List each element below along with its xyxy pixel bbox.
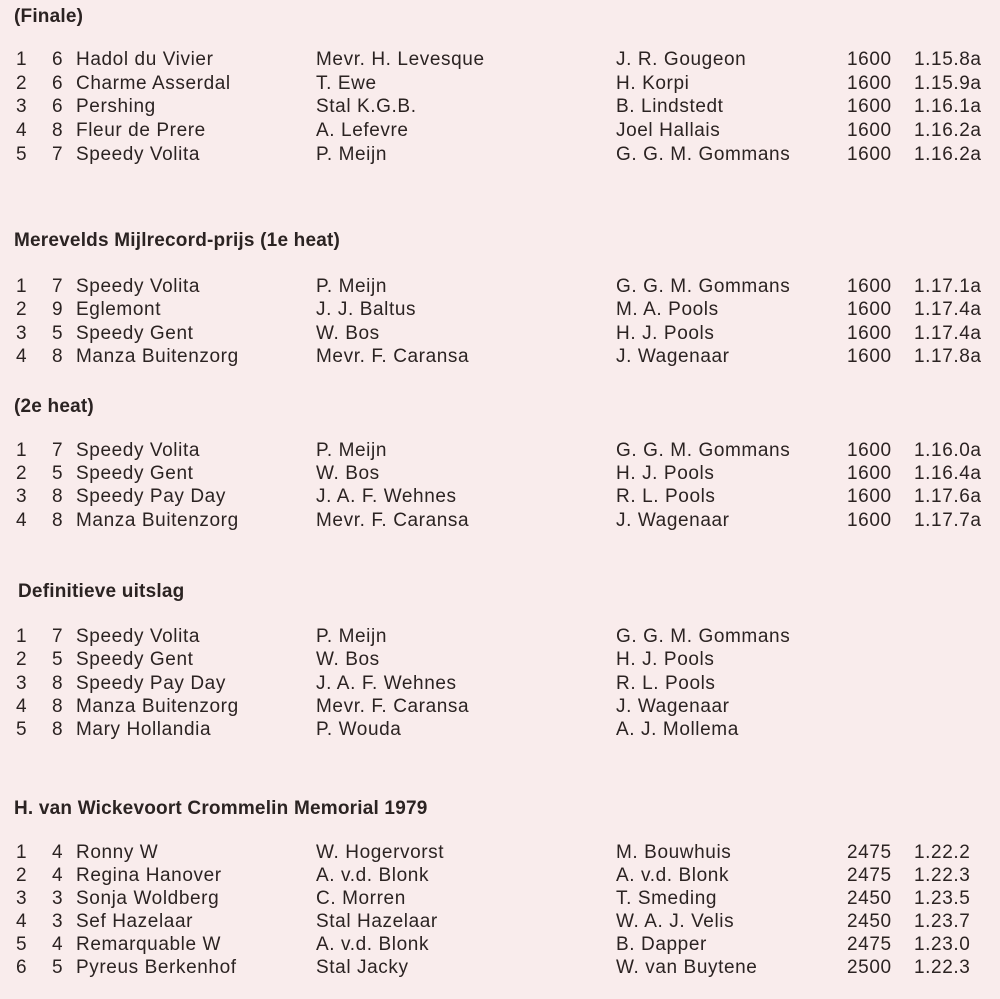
time: 1.16.2a [914,120,982,141]
position: 4 [16,911,28,932]
driver-name: M. Bouwhuis [616,842,732,863]
time: 1.17.4a [914,299,982,320]
result-row [0,95,1000,119]
driver-name: J. Wagenaar [616,346,730,367]
horse-name: Speedy Gent [76,649,194,670]
result-row [0,625,1000,649]
result-row [0,509,1000,533]
start-number: 4 [52,842,64,863]
position: 2 [16,865,28,886]
section-heading: Definitieve uitslag [18,581,185,602]
time: 1.17.4a [914,323,982,344]
start-number: 6 [52,96,64,117]
owner-name: A. v.d. Blonk [316,934,430,955]
horse-name: Speedy Pay Day [76,673,226,694]
position: 4 [16,120,28,141]
driver-name: H. J. Pools [616,323,715,344]
owner-name: P. Meijn [316,440,387,461]
driver-name: J. R. Gougeon [616,49,747,70]
driver-name: W. van Buytene [616,957,758,978]
driver-name: J. Wagenaar [616,696,730,717]
owner-name: Stal Hazelaar [316,911,438,932]
result-row [0,933,1000,957]
start-number: 8 [52,696,64,717]
driver-name: B. Lindstedt [616,96,724,117]
distance: 2475 [847,865,892,886]
start-number: 5 [52,463,64,484]
driver-name: H. J. Pools [616,463,715,484]
driver-name: R. L. Pools [616,486,716,507]
owner-name: Mevr. F. Caransa [316,346,470,367]
distance: 2500 [847,957,892,978]
time: 1.16.4a [914,463,982,484]
section-heading: H. van Wickevoort Crommelin Memorial 1979 [14,798,428,819]
position: 1 [16,49,28,70]
distance: 1600 [847,73,892,94]
result-row [0,345,1000,369]
position: 3 [16,323,28,344]
time: 1.17.8a [914,346,982,367]
owner-name: Mevr. F. Caransa [316,510,470,531]
position: 2 [16,73,28,94]
start-number: 5 [52,649,64,670]
start-number: 8 [52,510,64,531]
position: 3 [16,673,28,694]
horse-name: Manza Buitenzorg [76,510,239,531]
position: 5 [16,144,28,165]
owner-name: W. Bos [316,463,380,484]
position: 4 [16,346,28,367]
result-row [0,462,1000,486]
distance: 1600 [847,299,892,320]
distance: 2475 [847,934,892,955]
start-number: 8 [52,486,64,507]
driver-name: T. Smeding [616,888,718,909]
owner-name: A. Lefevre [316,120,409,141]
position: 1 [16,626,28,647]
result-row [0,439,1000,463]
time: 1.16.2a [914,144,982,165]
start-number: 7 [52,276,64,297]
result-row [0,887,1000,911]
distance: 2450 [847,911,892,932]
distance: 1600 [847,120,892,141]
start-number: 7 [52,626,64,647]
section-heading: Merevelds Mijlrecord-prijs (1e heat) [14,230,341,251]
driver-name: A. J. Mollema [616,719,739,740]
owner-name: W. Bos [316,649,380,670]
owner-name: P. Meijn [316,626,387,647]
time: 1.22.3 [914,957,971,978]
position: 5 [16,719,28,740]
distance: 1600 [847,49,892,70]
position: 6 [16,957,28,978]
driver-name: H. Korpi [616,73,690,94]
time: 1.15.8a [914,49,982,70]
result-row [0,718,1000,742]
owner-name: A. v.d. Blonk [316,865,430,886]
horse-name: Speedy Volita [76,440,200,461]
horse-name: Remarquable W [76,934,222,955]
start-number: 9 [52,299,64,320]
position: 2 [16,649,28,670]
owner-name: T. Ewe [316,73,377,94]
distance: 1600 [847,463,892,484]
distance: 1600 [847,144,892,165]
start-number: 3 [52,888,64,909]
driver-name: J. Wagenaar [616,510,730,531]
distance: 2450 [847,888,892,909]
horse-name: Fleur de Prere [76,120,206,141]
driver-name: G. G. M. Gommans [616,144,791,165]
driver-name: A. v.d. Blonk [616,865,730,886]
result-row [0,48,1000,72]
distance: 1600 [847,323,892,344]
horse-name: Speedy Volita [76,276,200,297]
position: 3 [16,888,28,909]
owner-name: P. Meijn [316,144,387,165]
time: 1.16.0a [914,440,982,461]
distance: 1600 [847,486,892,507]
horse-name: Pershing [76,96,156,117]
start-number: 8 [52,346,64,367]
start-number: 5 [52,323,64,344]
driver-name: R. L. Pools [616,673,716,694]
start-number: 8 [52,120,64,141]
horse-name: Ronny W [76,842,159,863]
result-row [0,322,1000,346]
driver-name: W. A. J. Velis [616,911,735,932]
position: 2 [16,463,28,484]
position: 1 [16,440,28,461]
result-row [0,298,1000,322]
owner-name: Mevr. H. Levesque [316,49,485,70]
driver-name: B. Dapper [616,934,707,955]
result-row [0,119,1000,143]
result-row [0,672,1000,696]
start-number: 3 [52,911,64,932]
horse-name: Manza Buitenzorg [76,346,239,367]
section-heading: (Finale) [14,6,84,27]
owner-name: W. Hogervorst [316,842,445,863]
start-number: 7 [52,440,64,461]
time: 1.15.9a [914,73,982,94]
result-row [0,841,1000,865]
section-heading: (2e heat) [14,396,94,417]
horse-name: Speedy Gent [76,323,194,344]
start-number: 8 [52,719,64,740]
owner-name: Stal K.G.B. [316,96,417,117]
time: 1.17.1a [914,276,982,297]
owner-name: W. Bos [316,323,380,344]
result-row [0,143,1000,167]
distance: 1600 [847,510,892,531]
time: 1.23.5 [914,888,971,909]
start-number: 7 [52,144,64,165]
time: 1.23.7 [914,911,971,932]
position: 4 [16,696,28,717]
time: 1.23.0 [914,934,971,955]
horse-name: Sef Hazelaar [76,911,194,932]
horse-name: Speedy Volita [76,144,200,165]
start-number: 6 [52,49,64,70]
start-number: 5 [52,957,64,978]
owner-name: Stal Jacky [316,957,409,978]
position: 3 [16,486,28,507]
owner-name: J. J. Baltus [316,299,417,320]
position: 2 [16,299,28,320]
distance: 2475 [847,842,892,863]
owner-name: P. Meijn [316,276,387,297]
horse-name: Eglemont [76,299,162,320]
start-number: 8 [52,673,64,694]
owner-name: J. A. F. Wehnes [316,673,457,694]
position: 4 [16,510,28,531]
distance: 1600 [847,276,892,297]
horse-name: Pyreus Berkenhof [76,957,237,978]
start-number: 4 [52,865,64,886]
result-row [0,695,1000,719]
horse-name: Charme Asserdal [76,73,231,94]
driver-name: Joel Hallais [616,120,721,141]
time: 1.16.1a [914,96,982,117]
time: 1.17.7a [914,510,982,531]
time: 1.22.2 [914,842,971,863]
driver-name: G. G. M. Gommans [616,440,791,461]
result-row [0,72,1000,96]
start-number: 4 [52,934,64,955]
owner-name: C. Morren [316,888,406,909]
position: 5 [16,934,28,955]
horse-name: Manza Buitenzorg [76,696,239,717]
position: 1 [16,842,28,863]
horse-name: Sonja Woldberg [76,888,220,909]
distance: 1600 [847,346,892,367]
time: 1.17.6a [914,486,982,507]
horse-name: Regina Hanover [76,865,222,886]
owner-name: J. A. F. Wehnes [316,486,457,507]
result-row [0,864,1000,888]
driver-name: G. G. M. Gommans [616,626,791,647]
owner-name: P. Wouda [316,719,402,740]
result-row [0,485,1000,509]
distance: 1600 [847,96,892,117]
position: 3 [16,96,28,117]
result-row [0,956,1000,980]
driver-name: M. A. Pools [616,299,719,320]
time: 1.22.3 [914,865,971,886]
horse-name: Speedy Pay Day [76,486,226,507]
driver-name: G. G. M. Gommans [616,276,791,297]
distance: 1600 [847,440,892,461]
result-row [0,275,1000,299]
result-row [0,648,1000,672]
horse-name: Speedy Volita [76,626,200,647]
horse-name: Hadol du Vivier [76,49,214,70]
position: 1 [16,276,28,297]
driver-name: H. J. Pools [616,649,715,670]
result-row [0,910,1000,934]
start-number: 6 [52,73,64,94]
owner-name: Mevr. F. Caransa [316,696,470,717]
horse-name: Mary Hollandia [76,719,212,740]
horse-name: Speedy Gent [76,463,194,484]
